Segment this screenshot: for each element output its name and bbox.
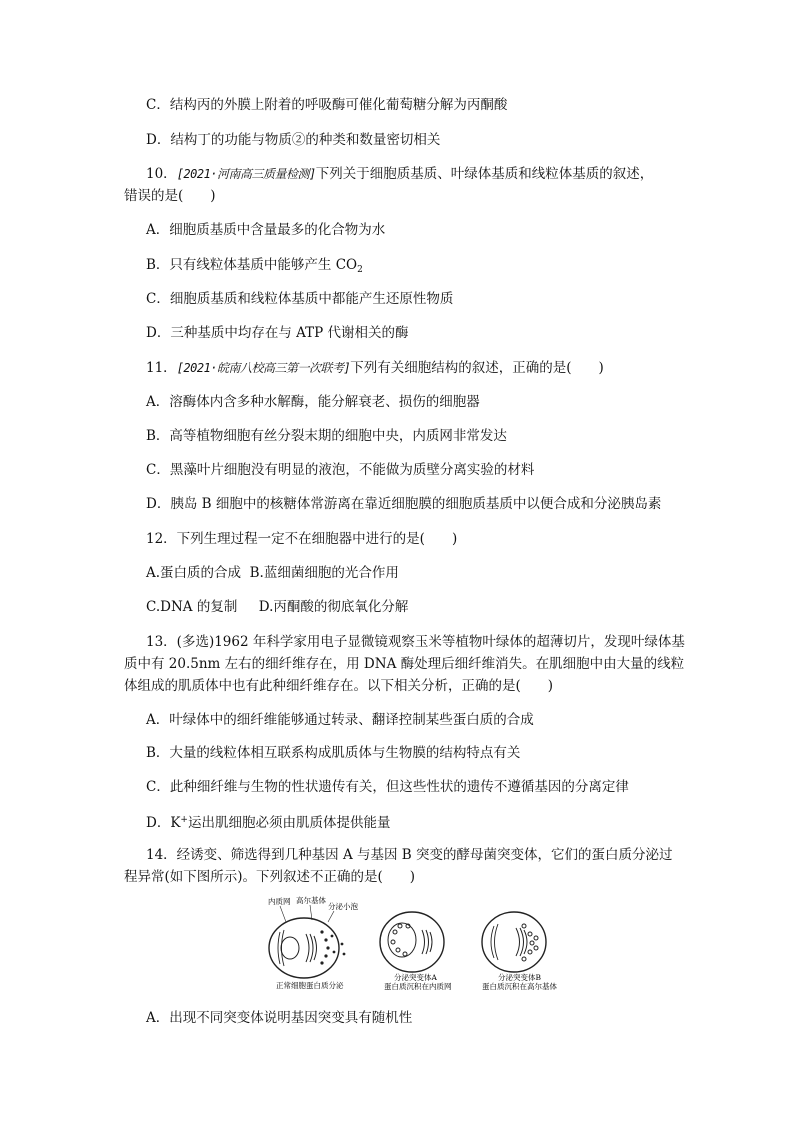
- q11-option-a: A．溶酶体内含多种水解酶，能分解衰老、损伤的细胞器: [146, 394, 480, 410]
- caption-mutant-a-line1: 分泌突变体A: [394, 973, 437, 982]
- q12-option-a: A.蛋白质的合成: [146, 565, 242, 581]
- q14-stem-cont: 程异常(如下图所示)。下列叙述不正确的是( ): [124, 869, 416, 885]
- caption-mutant-a-line2: 蛋白质沉积在内质网: [384, 982, 452, 991]
- q10-option-c: C．细胞质基质和线粒体基质中都能产生还原性物质: [146, 291, 454, 307]
- normal-cell-diagram: [268, 896, 358, 990]
- q11-option-c: C．黑藻叶片细胞没有明显的液泡，不能做为质壁分离实验的材料: [146, 462, 535, 478]
- label-er: 内质网: [268, 897, 291, 906]
- q13-option-d: [146, 810, 390, 833]
- q14-option-a: A．出现不同突变体说明基因突变具有随机性: [146, 1010, 413, 1026]
- q13-option-c: C．此种细纤维与生物的性状遗传有关，但这些性状的遗传不遵循基因的分离定律: [146, 779, 629, 795]
- q10-stem-text: 下列关于细胞质基质、叶绿体基质和线粒体基质的叙述，: [315, 166, 654, 182]
- label-golgi: 高尔基体: [296, 896, 326, 905]
- q12-stem: 12．下列生理过程一定不在细胞器中进行的是( ): [146, 531, 458, 547]
- q12-option-b: B.蓝细菌细胞的光合作用: [249, 565, 399, 581]
- q10-option-b-text: B．只有线粒体基质中能够产生 CO: [146, 257, 358, 273]
- q13-stem-cont-2: 体组成的肌质体中也有此种细纤维存在。以下相关分析，正确的是( ): [124, 678, 554, 694]
- q13-option-d-text: 运出肌细胞必须由肌质体提供能量: [187, 815, 391, 831]
- q10-option-a: A．细胞质基质中含量最多的化合物为水: [146, 222, 386, 238]
- secretion-mutant-figure: [262, 896, 562, 992]
- q11-stem: [146, 358, 604, 378]
- q9-option-c: C．结构丙的外膜上附着的呼吸酶可催化葡萄糖分解为丙酮酸: [146, 97, 508, 113]
- q11-option-b: B．高等植物细胞有丝分裂末期的细胞中央，内质网非常发达: [146, 428, 507, 444]
- q10-stem-cont: 错误的是( ): [124, 188, 216, 204]
- q12-options-ab: [146, 563, 399, 583]
- mutant-a-cell-diagram: [380, 912, 452, 991]
- q13-option-a: A．叶绿体中的细纤维能够通过转录、翻译控制某些蛋白质的合成: [146, 712, 534, 728]
- mutant-b-cell-diagram: [482, 912, 557, 991]
- q13-stem-cont-1: 质中有 20.5nm 左右的细纤维存在，用 DNA 酶处理后细纤维消失。在肌细胞中由大量的线粒: [124, 656, 685, 672]
- q12-option-c: C.DNA 的复制: [146, 599, 238, 615]
- q13-stem: 13．(多选)1962 年科学家用电子显微镜观察玉米等植物叶绿体的超薄切片，发现叶绿体基: [146, 634, 685, 650]
- q10-option-d: D．三种基质中均存在与 ATP 代谢相关的酶: [146, 325, 409, 341]
- caption-mutant-b-line2: 蛋白质沉积在高尔基体: [482, 982, 557, 991]
- q10-option-b: [146, 255, 363, 280]
- q10-number: 10．: [146, 166, 177, 182]
- label-vesicle: 分泌小泡: [328, 902, 358, 911]
- potassium-superscript: +: [180, 815, 188, 825]
- q10-stem: [146, 164, 653, 184]
- q11-option-d: D．胰岛 B 细胞中的核糖体常游离在靠近细胞膜的细胞质基质中以便合成和分泌胰岛素: [146, 496, 662, 512]
- q12-option-d: D.丙酮酸的彻底氧化分解: [258, 599, 409, 615]
- q11-source: [2021·皖南八校高三第一次联考]: [176, 361, 351, 375]
- caption-mutant-b-line1: 分泌突变体B: [498, 973, 542, 982]
- q11-stem-text: 下列有关细胞结构的叙述，正确的是( ): [350, 360, 604, 376]
- co2-subscript: 2: [357, 265, 363, 275]
- q11-number: 11．: [146, 360, 177, 376]
- q14-stem: 14．经诱变、筛选得到几种基因 A 与基因 B 突变的酵母菌突变体，它们的蛋白质分泌过: [146, 847, 673, 863]
- q10-source: [2021·河南高三质量检测]: [176, 167, 316, 181]
- q13-option-b: B．大量的线粒体相互联系构成肌质体与生物膜的结构特点有关: [146, 745, 521, 761]
- q9-option-d: D．结构丁的功能与物质②的种类和数量密切相关: [146, 132, 441, 148]
- q13-option-d-prefix: D．K: [146, 815, 181, 831]
- q12-options-cd: [146, 597, 408, 617]
- caption-normal: 正常细胞蛋白质分泌: [276, 981, 344, 990]
